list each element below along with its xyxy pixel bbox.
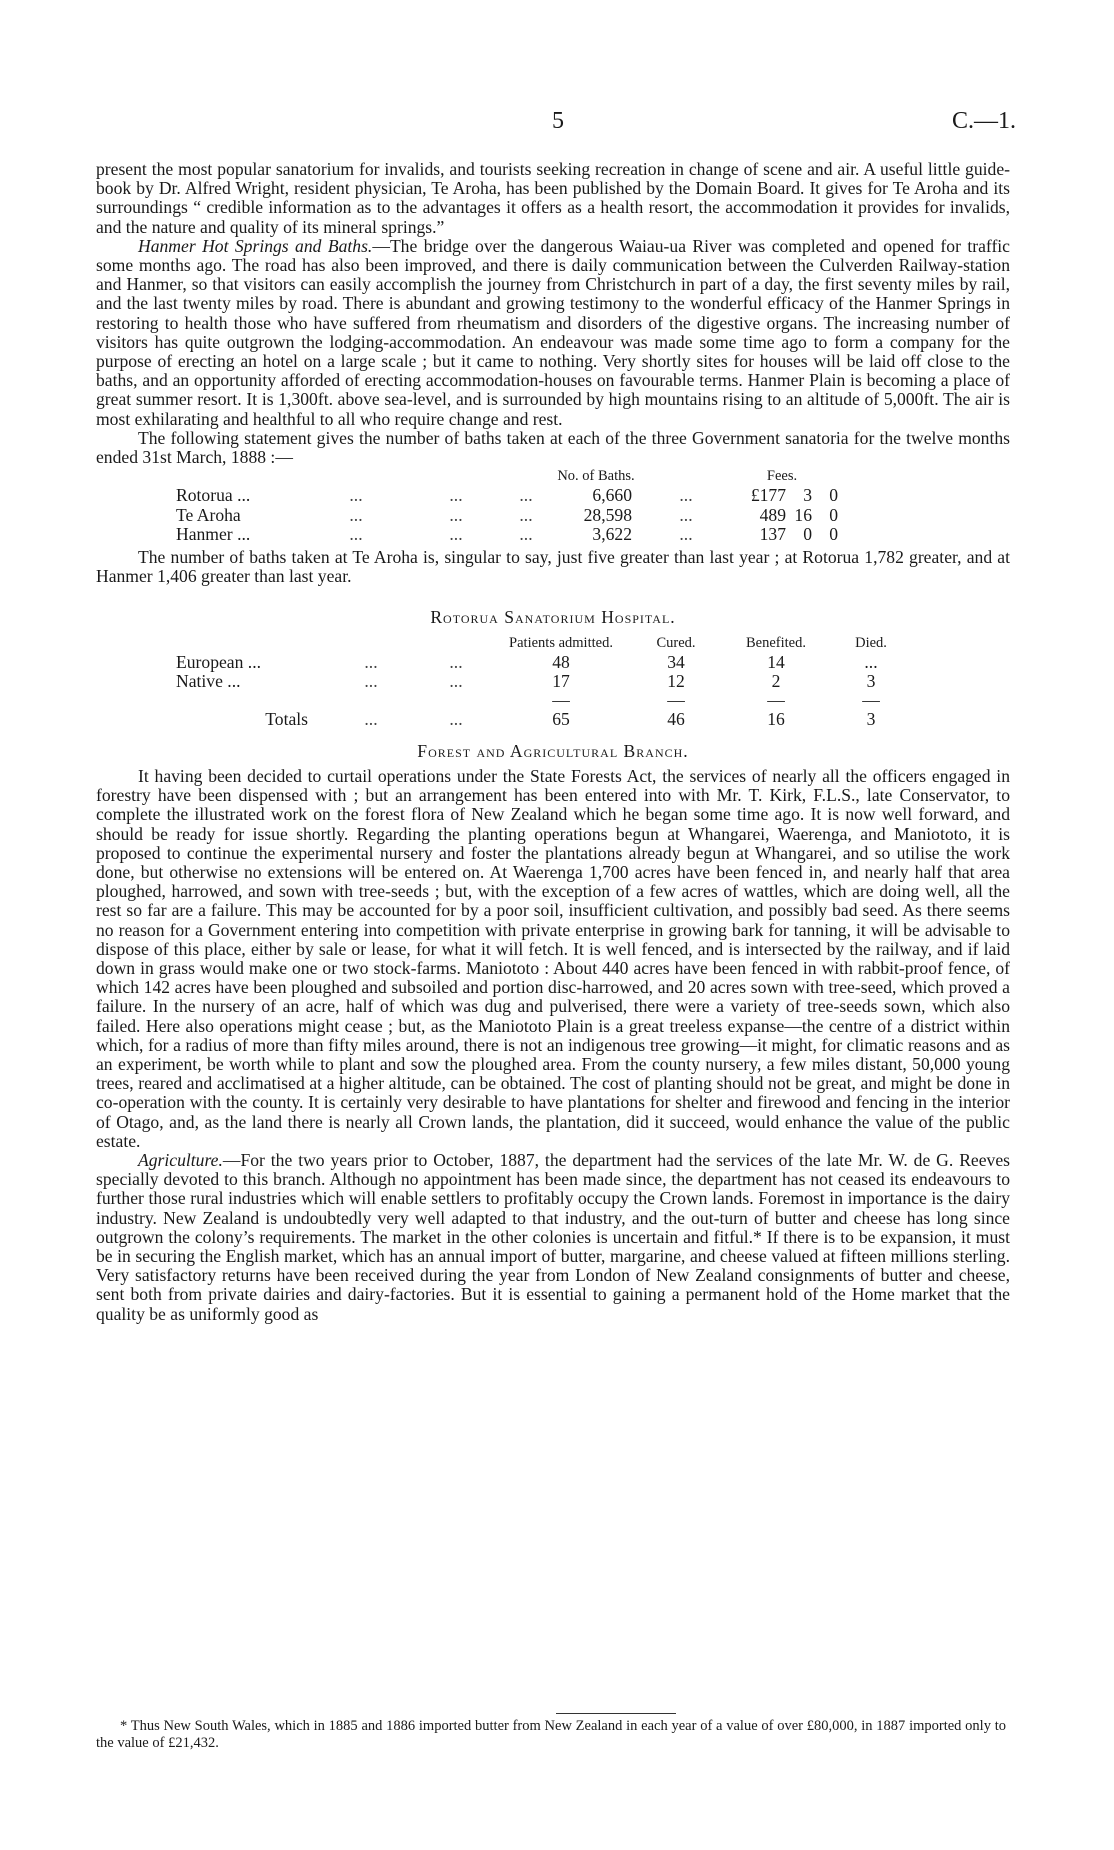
leader-dots: ...: [449, 504, 463, 525]
footnote: [96, 1718, 1006, 1752]
paragraph-agriculture-title: Agriculture.: [138, 1149, 223, 1170]
row-name: Te Aroha: [176, 504, 241, 525]
died-value: ...: [864, 651, 878, 672]
row-name: Rotorua ...: [176, 485, 251, 506]
row-name: European ...: [176, 651, 262, 672]
baths-col-header: No. of Baths.: [557, 468, 635, 485]
leader-dots: ...: [364, 671, 378, 692]
col-header-cured: Cured.: [656, 634, 696, 651]
paragraph-baths-comparison: The number of baths taken at Te Aroha is, singular to say, just five greater than last year ; at Rotorua 1,782 greater, and at Hanmer 1,406 greater than last year.: [96, 547, 1010, 587]
fees-col-header: Fees.: [766, 468, 798, 485]
fees-pounds: 137: [759, 523, 786, 544]
rule-dash: —: [767, 690, 785, 711]
table-row: [176, 486, 838, 505]
leader-dots: ...: [349, 523, 363, 544]
fees-pence: 0: [829, 523, 838, 544]
died-value: 3: [866, 671, 876, 692]
leader-dots: ...: [519, 523, 533, 544]
leader-dots: ...: [519, 504, 533, 525]
hospital-table-title: Rotorua Sanatorium Hospital.: [430, 607, 676, 628]
fees-pence: 0: [829, 504, 838, 525]
col-header-benefited: Benefited.: [746, 634, 806, 651]
table-row: [176, 653, 906, 672]
table-row: [176, 672, 906, 691]
leader-dots: ...: [679, 485, 693, 506]
paragraph-hanmer-title: Hanmer Hot Springs and Baths.: [138, 235, 373, 256]
hospital-table: [176, 634, 906, 730]
paragraph-te-aroha: present the most popular sanatorium for invalids, and tourists seeking recreation in change of scene and air. A useful little guide-book by Dr. Alfred Wright, resident physician, Te Aroha, has been published by the Domain Board. It gives for Te Aroha and its surroundings “ credible information as to the advantages it offers as a health resort, the accommodation it provides for invalids, and the nature and quality of its mineral springs.”: [96, 159, 1010, 237]
leader-dots: ...: [364, 651, 378, 672]
table-rule-row: [176, 691, 906, 710]
footnote-text: * Thus New South Wales, which in 1885 and 1886 imported butter from New Zealand in each year of a value of over £80,000, in 1887 imported only to the value of £21,432.: [96, 1718, 1006, 1751]
baths-table: [176, 467, 838, 544]
fees-shillings: 3: [803, 485, 812, 506]
document-code: C.—1.: [951, 108, 1016, 134]
baths-value: 28,598: [583, 504, 632, 525]
page-number: 5: [552, 108, 564, 134]
section-heading-forest: Forest and Agricultural Branch.: [417, 740, 689, 761]
leader-dots: ...: [449, 709, 463, 730]
leader-dots: ...: [349, 504, 363, 525]
fees-pounds: £177: [750, 485, 786, 506]
benefited-value: 14: [767, 651, 785, 672]
fees-shillings: 16: [794, 504, 812, 525]
fees-shillings: 0: [803, 523, 812, 544]
rule-dash: —: [667, 690, 685, 711]
cured-value: 12: [667, 671, 685, 692]
leader-dots: ...: [449, 651, 463, 672]
totals-cured: 46: [667, 709, 685, 730]
body-text: [96, 160, 1010, 1324]
leader-dots: ...: [364, 709, 378, 730]
fees-pence: 0: [829, 485, 838, 506]
totals-label: Totals: [265, 709, 308, 730]
paragraph-forestry: It having been decided to curtail operations under the State Forests Act, the services of nearly all the officers engaged in forestry have been dispensed with ; but an arrangement has been entered into with Mr. T. Kirk, F.L.S., late Conservator, to complete the illustrated work on the forest flora of New Zealand which he began some time ago. It is now well forward, and should be ready for issue shortly. Regarding the planting operations begun at Whangarei, Waerenga, and Maniototo, it is proposed to continue the experimental nursery and foster the plantations already begun at Whangarei, and so utilise the work done, but otherwise no extensions will be entered on. At Waerenga 1,700 acres have been fenced in, and nearly half that area ploughed, harrowed, and sown with tree-seeds ; but, with the exception of a few acres of wattles, which are doing well, all the rest so far are a failure. This may be accounted for by a poor soil, insufficient cultivation, and possibly bad seed. As there seems no reason for a Government entering into competition with private enterprise in growing bark for tanning, it will be advisable to dispose of this place, either by sale or lease, for what it will fetch. It is well fenced, and is intersected by the railway, and if laid down in grass would make one or two stock-farms. Maniototo : About 440 acres have been fenced in with rabbit-proof fence, of which 142 acres have been ploughed and subsoiled and portion disc-harrowed, and 20 acres sown with tree-seed, which proved a failure. In the nursery of an acre, half of which was dug and pulverised, there were a variety of tree-seeds sown, which also failed. Here also operations might cease ; but, as the Maniototo Plain is a great treeless expanse—the centre of a district within which, for a radius of more than fifty miles around, there is not an indigenous tree growing—it might, for climatic reasons and as an experiment, be worth while to plant and sow the ploughed area. From the county nursery, a few miles distant, 50,000 young trees, reared and acclimatised at a higher altitude, can be obtained. The cost of planting should not be great, and might be done in co-operation with the county. It is certainly very desirable to have plantations for shelter and firewood and fencing in the interior of Otago, and, as the land there is nearly all Crown lands, the plantation, did it succeed, would enhance the value of the public estate.: [96, 765, 1010, 1151]
totals-died: 3: [866, 709, 876, 730]
leader-dots: ...: [449, 485, 463, 506]
rule-dash: —: [862, 690, 880, 711]
benefited-value: 2: [771, 671, 781, 692]
totals-admitted: 65: [552, 709, 570, 730]
paragraph-agriculture: [96, 1151, 1010, 1324]
leader-dots: ...: [449, 671, 463, 692]
leader-dots: ...: [349, 485, 363, 506]
footnote-divider: [556, 1713, 676, 1714]
col-header-died: Died.: [855, 634, 887, 651]
paragraph-hanmer: [96, 237, 1010, 429]
row-name: Hanmer ...: [176, 523, 251, 544]
rule-dash: —: [552, 690, 570, 711]
leader-dots: ...: [519, 485, 533, 506]
leader-dots: ...: [679, 504, 693, 525]
fees-pounds: 489: [759, 504, 786, 525]
admitted-value: 17: [552, 671, 570, 692]
cured-value: 34: [667, 651, 685, 672]
paragraph-agriculture-body: —For the two years prior to October, 1887, the department had the services of the late Mr. W. de G. Reeves specially devoted to this branch. Although no appointment has been made since, the department has not ceased its endeavours to further those rural industries which will enable settlers to profitably occupy the Crown lands. Foremost in importance is the dairy industry. New Zealand is undoubtedly very well adapted to that industry, and the out-turn of butter and cheese has long since outgrown the colony’s requirements. The market in the other colonies is uncertain and fitful.* If there is to be expansion, it must be in securing the English market, which has an annual import of butter, margarine, and cheese valued at fifteen millions sterling. Very satisfactory returns have been received during the year from London of New Zealand consignments of butter and cheese, sent both from private dairies and dairy-factories. But it is essential to gaining a permanent hold of the Home market that the quality be as uniformly good as: [96, 1149, 1010, 1324]
paragraph-hanmer-body: —The bridge over the dangerous Waiau-ua River was completed and opened for traffic some months ago. The road has also been improved, and there is daily communication between the Culverden Railway-station and Hanmer, so that visitors can easily accomplish the journey from Christchurch in part of a day, the first seventy miles by rail, and the last twenty miles by road. There is abundant and growing testimony to the wonderful efficacy of the Hanmer Springs in restoring to health those who have suffered from rheumatism and disorders of the digestive organs. The increasing number of visitors has quite outgrown the lodging-accommodation. An endeavour was made some time ago to form a company for the purpose of erecting an hotel on a large scale ; but it came to nothing. Very shortly sites for houses will be laid off close to the baths, and an opportunity afforded of erecting accommodation-houses on favourable terms. Hanmer Plain is becoming a place of great summer resort. It is 1,300ft. above sea-level, and is surrounded by high mountains rising to an altitude of 5,000ft. The air is most exhilarating and healthful to all who require change and rest.: [96, 235, 1010, 429]
baths-value: 3,622: [592, 523, 632, 544]
totals-benefited: 16: [767, 709, 785, 730]
paragraph-statement-intro: The following statement gives the number of baths taken at each of the three Government sanatoria for the twelve months ended 31st March, 1888 :—: [96, 427, 1010, 468]
totals-row: [176, 710, 906, 729]
col-header-admitted: Patients admitted.: [509, 634, 613, 651]
leader-dots: ...: [679, 523, 693, 544]
admitted-value: 48: [552, 651, 570, 672]
table-row: [176, 506, 838, 525]
leader-dots: ...: [449, 523, 463, 544]
baths-value: 6,660: [592, 485, 632, 506]
table-row: [176, 525, 838, 544]
row-name: Native ...: [176, 671, 241, 692]
